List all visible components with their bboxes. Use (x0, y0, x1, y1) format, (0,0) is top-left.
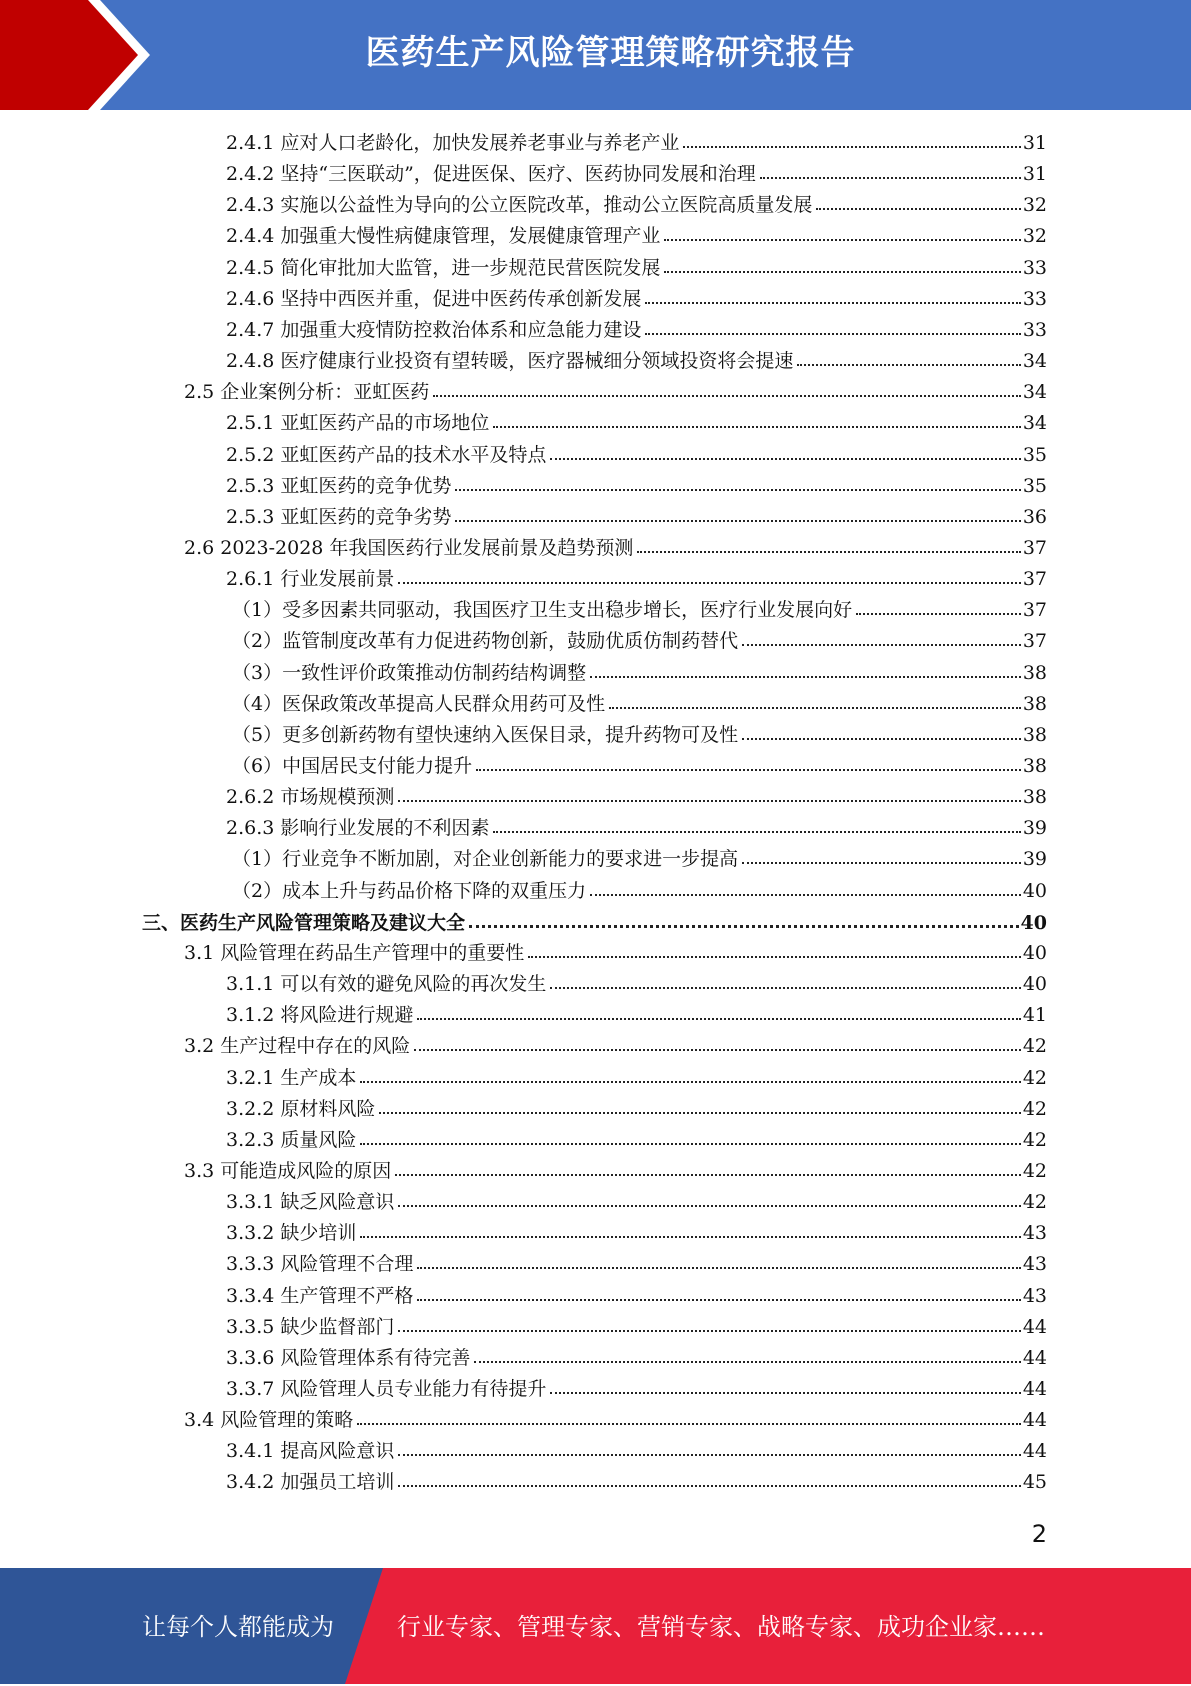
toc-entry[interactable] (0, 1218, 1191, 1249)
toc-dot-leader (360, 1217, 1020, 1238)
toc-entry-page: 33 (1022, 287, 1047, 310)
toc-entry-page: 38 (1022, 692, 1047, 715)
toc-entry[interactable] (0, 377, 1191, 408)
toc-entry-label: 2.4.7 加强重大疫情防控救治体系和应急能力建设 (226, 318, 642, 341)
toc-entry-page: 39 (1022, 848, 1047, 871)
toc-entry[interactable] (0, 751, 1191, 782)
toc-entry[interactable] (0, 564, 1191, 595)
toc-dot-leader (590, 875, 1021, 896)
toc-dot-leader (856, 594, 1021, 615)
toc-entry[interactable] (0, 284, 1191, 315)
toc-entry-label: （4）医保政策改革提高人民群众用药可及性 (232, 692, 606, 715)
toc-entry-label: 3.3.1 缺乏风险意识 (226, 1191, 395, 1214)
toc-entry-label: （2）监管制度改革有力促进药物创新，鼓励优质仿制药替代 (232, 630, 739, 653)
toc-entry-page: 37 (1022, 568, 1047, 591)
toc-entry-page: 36 (1022, 505, 1047, 528)
toc-entry[interactable] (0, 315, 1191, 346)
toc-entry-page: 45 (1022, 1471, 1047, 1494)
toc-entry-page: 44 (1022, 1346, 1047, 1369)
toc-entry-label: （1）行业竞争不断加剧，对企业创新能力的要求进一步提高 (232, 848, 739, 871)
toc-dot-leader (398, 781, 1020, 802)
toc-entry-label: 3.4.1 提高风险意识 (226, 1440, 395, 1463)
toc-entry-page: 43 (1022, 1222, 1047, 1245)
toc-dot-leader (417, 999, 1020, 1020)
toc-entry[interactable] (0, 1343, 1191, 1374)
toc-dot-leader (455, 501, 1020, 522)
toc-entry-label: 3.3.6 风险管理体系有待完善 (226, 1346, 471, 1369)
toc-entry-label: 2.5.3 亚虹医药的竞争劣势 (226, 505, 452, 528)
toc-dot-leader (645, 314, 1020, 335)
toc-dot-leader (609, 688, 1021, 709)
toc-dot-leader (433, 376, 1021, 397)
toc-dot-leader (476, 750, 1021, 771)
toc-entry-page: 42 (1022, 1191, 1047, 1214)
toc-entry-label: 2.5 企业案例分析：亚虹医药 (184, 381, 430, 404)
toc-entry-page: 35 (1022, 443, 1047, 466)
toc-entry[interactable] (0, 876, 1191, 907)
toc-entry[interactable] (0, 1187, 1191, 1218)
toc-entry-label: 2.6 2023-2028 年我国医药行业发展前景及趋势预测 (184, 536, 634, 559)
toc-entry-page: 43 (1022, 1284, 1047, 1307)
toc-dot-leader (360, 1124, 1020, 1145)
toc-entry-label: 3.3 可能造成风险的原因 (184, 1159, 392, 1182)
toc-entry-label: 2.5.3 亚虹医药的竞争优势 (226, 474, 452, 497)
footer-slogan-left: 让每个人都能成为 (142, 1613, 334, 1641)
toc-entry-label: 3.3.3 风险管理不合理 (226, 1253, 414, 1276)
toc-entry[interactable] (0, 221, 1191, 252)
toc-entry-label: 3.1.1 可以有效的避免风险的再次发生 (226, 973, 547, 996)
toc-dot-leader (550, 968, 1020, 989)
toc-entry-page: 33 (1022, 318, 1047, 341)
toc-entry-label: 2.4.6 坚持中西医并重，促进中医药传承创新发展 (226, 287, 642, 310)
toc-entry[interactable] (0, 595, 1191, 626)
toc-entry[interactable] (0, 1467, 1191, 1498)
toc-dot-leader (379, 1093, 1020, 1114)
toc-entry-label: （1）受多因素共同驱动，我国医疗卫生支出稳步增长，医疗行业发展向好 (232, 599, 853, 622)
toc-entry-page: 40 (1022, 879, 1047, 902)
toc-entry[interactable] (0, 1249, 1191, 1280)
toc-entry-label: 3.3.2 缺少培训 (226, 1222, 357, 1245)
toc-entry-page: 40 (1020, 911, 1047, 934)
toc-entry[interactable] (0, 720, 1191, 751)
toc-entry[interactable] (0, 1156, 1191, 1187)
toc-entry-page: 32 (1022, 225, 1047, 248)
toc-entry-label: 3.1.2 将风险进行规避 (226, 1004, 414, 1027)
toc-entry[interactable] (0, 658, 1191, 689)
toc-entry[interactable] (0, 626, 1191, 657)
toc-dot-leader (414, 1030, 1021, 1051)
toc-entry-page: 44 (1022, 1409, 1047, 1432)
toc-dot-leader (683, 127, 1020, 148)
toc-entry-label: 3.1 风险管理在药品生产管理中的重要性 (184, 941, 525, 964)
toc-entry[interactable] (0, 190, 1191, 221)
toc-entry[interactable] (0, 844, 1191, 875)
toc-entry[interactable] (0, 1000, 1191, 1031)
toc-entry[interactable] (0, 533, 1191, 564)
toc-entry-label: 3.2.1 生产成本 (226, 1066, 357, 1089)
toc-entry-page: 44 (1022, 1315, 1047, 1338)
toc-entry-page: 37 (1022, 599, 1047, 622)
toc-dot-leader (493, 812, 1020, 833)
toc-entry-label: 2.5.1 亚虹医药产品的市场地位 (226, 412, 490, 435)
toc-dot-leader (469, 906, 1019, 928)
toc-entry-label: 2.4.4 加强重大慢性病健康管理，发展健康管理产业 (226, 225, 661, 248)
toc-entry[interactable] (0, 1374, 1191, 1405)
toc-entry-page: 32 (1022, 194, 1047, 217)
toc-entry-page: 40 (1022, 941, 1047, 964)
toc-entry-page: 31 (1022, 163, 1047, 186)
toc-dot-leader (398, 563, 1020, 584)
toc-entry[interactable] (0, 1281, 1191, 1312)
toc-entry-page: 35 (1022, 474, 1047, 497)
toc-entry-page: 38 (1022, 786, 1047, 809)
toc-entry-page: 31 (1022, 132, 1047, 154)
toc-entry-label: 2.4.3 实施以公益性为导向的公立医院改革，推动公立医院高质量发展 (226, 194, 813, 217)
toc-entry[interactable] (0, 440, 1191, 471)
toc-entry-page: 42 (1022, 1128, 1047, 1151)
toc-dot-leader (637, 532, 1020, 553)
toc-entry[interactable] (0, 346, 1191, 377)
toc-entry-page: 39 (1022, 817, 1047, 840)
toc-entry-page: 34 (1022, 350, 1047, 373)
toc-entry[interactable] (0, 1094, 1191, 1125)
toc-entry-page: 44 (1022, 1440, 1047, 1463)
toc-entry[interactable] (0, 253, 1191, 284)
toc-dot-leader (550, 1373, 1020, 1394)
toc-dot-leader (360, 1062, 1020, 1083)
toc-entry[interactable] (0, 471, 1191, 502)
toc-dot-leader (664, 252, 1020, 273)
toc-dot-leader (474, 1342, 1020, 1363)
toc-entry[interactable] (0, 689, 1191, 720)
toc-entry-label: 2.5.2 亚虹医药产品的技术水平及特点 (226, 443, 547, 466)
toc-entry-page: 44 (1022, 1378, 1047, 1400)
toc-dot-leader (398, 1186, 1020, 1207)
toc-dot-leader (398, 1466, 1020, 1487)
toc-entry-page: 41 (1022, 1004, 1047, 1027)
toc-entry-page: 38 (1022, 723, 1047, 746)
toc-entry[interactable] (0, 813, 1191, 844)
toc-entry[interactable] (0, 969, 1191, 1000)
toc-entry[interactable] (0, 938, 1191, 969)
toc-entry-label: （2）成本上升与药品价格下降的双重压力 (232, 879, 587, 902)
toc-dot-leader (417, 1248, 1020, 1269)
toc-entry-label: 3.3.5 缺少监督部门 (226, 1315, 395, 1338)
toc-dot-leader (816, 189, 1020, 210)
toc-dot-leader (664, 220, 1020, 241)
toc-dot-leader (357, 1404, 1021, 1425)
toc-entry-label: 3.4.2 加强员工培训 (226, 1471, 395, 1494)
toc-dot-leader (493, 407, 1020, 428)
toc-entry-label: 2.4.1 应对人口老龄化，加快发展养老事业与养老产业 (226, 132, 680, 154)
toc-entry-page: 43 (1022, 1253, 1047, 1276)
toc-entry-label: 3.3.7 风险管理人员专业能力有待提升 (226, 1378, 547, 1400)
toc-dot-leader (742, 843, 1021, 864)
toc-dot-leader (398, 1311, 1020, 1332)
toc-entry-label: 3.4 风险管理的策略 (184, 1409, 354, 1432)
toc-entry-label: 3.2.3 质量风险 (226, 1128, 357, 1151)
toc-entry-page: 42 (1022, 1159, 1047, 1182)
toc-entry-label: 2.4.8 医疗健康行业投资有望转暖，医疗器械细分领域投资将会提速 (226, 350, 794, 373)
toc-entry-label: 2.4.2 坚持“三医联动”，促进医保、医疗、医药协同发展和治理 (226, 163, 756, 186)
toc-entry[interactable] (0, 159, 1191, 190)
toc-entry-page: 42 (1022, 1066, 1047, 1089)
toc-entry[interactable] (0, 1125, 1191, 1156)
toc-dot-leader (742, 719, 1021, 740)
toc-entry[interactable] (0, 782, 1191, 813)
toc-entry-label: 2.6.1 行业发展前景 (226, 568, 395, 591)
toc-entry-label: 3.2.2 原材料风险 (226, 1097, 376, 1120)
toc-entry-label: （3）一致性评价政策推动仿制药结构调整 (232, 661, 587, 684)
toc-entry-label: 3.2 生产过程中存在的风险 (184, 1035, 411, 1058)
toc-dot-leader (742, 625, 1021, 646)
toc-entry[interactable] (0, 408, 1191, 439)
toc-entry-page: 40 (1022, 973, 1047, 996)
toc-entry-page: 42 (1022, 1097, 1047, 1120)
toc-entry-page: 34 (1022, 381, 1047, 404)
toc-entry[interactable] (0, 1063, 1191, 1094)
toc-entry[interactable] (0, 907, 1191, 938)
toc-entry-label: （5）更多创新药物有望快速纳入医保目录，提升药物可及性 (232, 723, 739, 746)
toc-entry-page: 37 (1022, 630, 1047, 653)
toc-dot-leader (645, 283, 1020, 304)
toc-entry-page: 38 (1022, 755, 1047, 777)
toc-dot-leader (797, 345, 1020, 366)
toc-entry[interactable] (0, 1405, 1191, 1436)
toc-entry-page: 37 (1022, 536, 1047, 559)
toc-entry[interactable] (0, 128, 1191, 159)
toc-dot-leader (417, 1280, 1020, 1301)
toc-entry-label: 3.3.4 生产管理不严格 (226, 1284, 414, 1307)
toc-dot-leader (395, 1155, 1021, 1176)
toc-dot-leader (550, 439, 1020, 460)
toc-entry-label: （6）中国居民支付能力提升 (232, 755, 473, 777)
page-header (0, 0, 1191, 110)
toc-dot-leader (760, 158, 1021, 179)
toc-entry-page: 38 (1022, 661, 1047, 684)
toc-entry-label: 2.6.3 影响行业发展的不利因素 (226, 817, 490, 840)
report-title: 医药生产风险管理策略研究报告 (365, 33, 856, 73)
toc-entry-label: 三、医药生产风险管理策略及建议大全 (142, 911, 466, 934)
toc-dot-leader (398, 1435, 1020, 1456)
toc-entry-label: 2.4.5 简化审批加大监管，进一步规范民营医院发展 (226, 256, 661, 279)
toc-dot-leader (455, 470, 1020, 491)
toc-entry-label: 2.6.2 市场规模预测 (226, 786, 395, 809)
toc-entry[interactable] (0, 1436, 1191, 1467)
page-number: 2 (1031, 1520, 1047, 1548)
toc-dot-leader (590, 657, 1021, 678)
toc-entry[interactable] (0, 1312, 1191, 1343)
toc-entry-page: 33 (1022, 256, 1047, 279)
toc-entry[interactable] (0, 502, 1191, 533)
toc-dot-leader (528, 937, 1021, 958)
toc-entry-page: 34 (1022, 412, 1047, 435)
toc-entry-page: 42 (1022, 1035, 1047, 1058)
page-footer (0, 1568, 1191, 1684)
footer-slogan-right: 行业专家、管理专家、营销专家、战略专家、成功企业家…… (397, 1613, 1045, 1641)
toc-entry[interactable] (0, 1031, 1191, 1062)
